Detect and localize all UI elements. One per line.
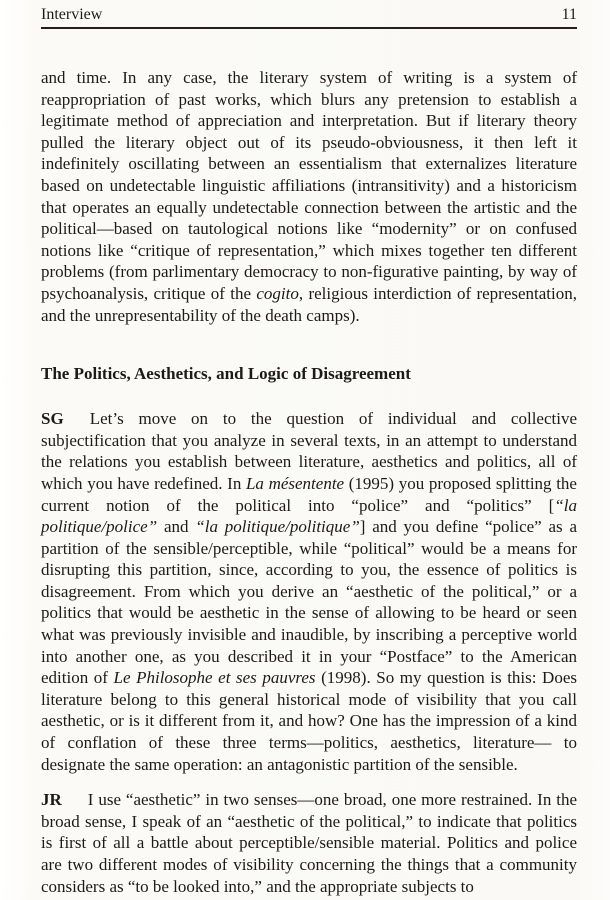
italic-text: “la politique/police”: [41, 495, 577, 537]
section-heading: [41, 363, 577, 385]
text-run: and: [157, 517, 196, 537]
text-run: , religious interdiction of representation, and the unrepresentability of the death camps).: [41, 283, 577, 325]
italic-text: Le Philosophe et ses pauvres: [113, 668, 316, 688]
text-run: (1995) you proposed splitting the current notion of the political into “police” and “politics” [: [41, 473, 577, 515]
running-title: Interview: [41, 6, 103, 23]
body-paragraph: [41, 408, 577, 775]
italic-text: “la politique/politique”: [195, 517, 360, 537]
text-run: I use “aesthetic” in two senses—one broad, one more restrained. In the broad sense, I speak of an “aesthetic of the political,” to indicate that politics is first of all a battle about perceptible/sensible material. Politics and police are two different modes of visibility concerning the things that a community considers as “to be looked into,” and the appropriate subjects to: [41, 790, 577, 896]
text-run: The Politics, Aesthetics, and Logic of Disagreement: [41, 364, 411, 384]
page-body: [41, 67, 577, 897]
speaker-label: JR: [41, 790, 62, 810]
running-header: [41, 6, 577, 29]
body-paragraph: [41, 789, 577, 897]
italic-text: La mésentente: [245, 473, 345, 493]
text-run: Let’s move on to the question of individual and collective subjectification that you analyze in several texts, in an attempt to understand the relations you establish between literature, aesthetics and politics, all of which you have redefined. In: [41, 409, 577, 493]
text-run: and time. In any case, the literary system of writing is a system of reappropriation of past works, which blurs any pretension to establish a legitimate method of appreciation and interpretation. But if literary theory pulled the literary object out of its pseudo-obviousness, it then left it indefinitely oscillating between an essentialism that externalizes literature based on undetectable linguistic affiliations (intransitivity) and a historicism that operates an equally undetectable connection between the artistic and the political—based on tautological notions like “modernity” or on confused notions like “critique of representation,” which mixes together ten different problems (from parlimentary democracy to non-figurative painting, by way of psychoanalysis, critique of the: [41, 68, 577, 303]
speaker-label: SG: [41, 409, 64, 429]
page-number: 11: [561, 6, 577, 23]
body-paragraph: [41, 67, 577, 326]
text-run: ] and you define “police” as a partition of the sensible/perceptible, while “political” would be a means for disrupting this partition, since, according to you, the essence of politics is disagreement. From which you derive an “aesthetic of the political,” or a politics that would be aesthetic in the sense of allowing to be heard or seen what was previously invisible and inaudible, by inscribing a perceptive world into another one, as you described it in your “Postface” to the American edition of: [41, 517, 577, 688]
text-run: (1998). So my question is this: Does literature belong to this general historical mode of visibility that you call aesthetic, or is it different from it, and how? One has the impression of a kind of conflation of these three terms—politics, aesthetics, literature— to designate the same operation: an antagonistic partition of the sensible.: [41, 668, 577, 774]
italic-text: cogito: [256, 283, 299, 303]
